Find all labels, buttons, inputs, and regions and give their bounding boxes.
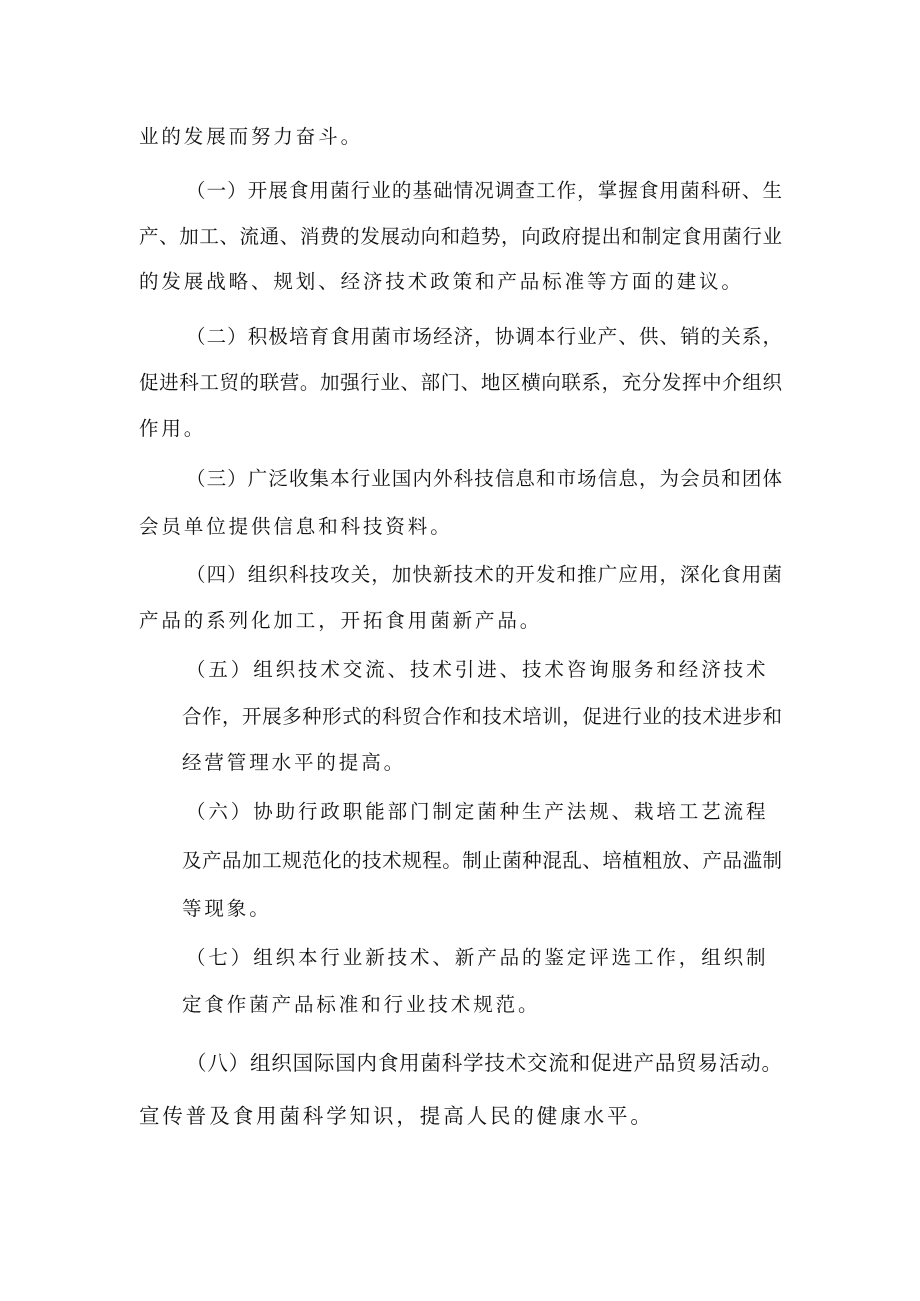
- item-8-line-2: 宣传普及食用菌科学知识，提高人民的健康水平。: [139, 1104, 654, 1128]
- item-1-line-3: 的发展战略、规划、经济技术政策和产品标准等方面的建议。: [139, 270, 744, 293]
- item-7-line-2: 定食作菌产品标准和行业技术规范。: [182, 993, 541, 1016]
- item-5-line-2: 合作，开展多种形式的科贸合作和技术培训，促进行业的技术进步和: [182, 705, 782, 728]
- item-3-line-2: 会员单位提供信息和科技资料。: [139, 515, 453, 538]
- item-2-line-2: 促进科工贸的联营。加强行业、部门、地区横向联系，充分发挥中介组织: [139, 371, 782, 394]
- item-5-line-3: 经营管理水平的提高。: [182, 751, 407, 774]
- item-1-line-1: （一）开展食用菌行业的基础情况调查工作，掌握食用菌科研、生: [186, 179, 782, 202]
- item-4-line-2: 产品的系列化加工，开拓食用菌新产品。: [139, 609, 543, 632]
- item-2-line-3: 作用。: [139, 417, 207, 440]
- item-7-line-1: （七）组织本行业新技术、新产品的鉴定评选工作，组织制: [186, 946, 769, 969]
- item-4-line-1: （四）组织科技攻关，加快新技术的开发和推广应用，深化食用菌: [186, 563, 782, 586]
- item-6-line-2: 及产品加工规范化的技术规程。制止菌种混乱、培植粗放、产品滥制: [182, 849, 782, 872]
- item-1-line-2: 产、加工、流通、消费的发展动向和趋势，向政府提出和制定食用菌行业: [139, 225, 782, 248]
- item-6-line-1: （六）协助行政职能部门制定菌种生产法规、栽培工艺流程: [186, 800, 769, 823]
- item-8-line-1: （八）组织国际国内食用菌科学技术交流和促进产品贸易活动。: [186, 1051, 782, 1075]
- item-3-line-1: （三）广泛收集本行业国内外科技信息和市场信息，为会员和团体: [186, 467, 782, 490]
- paragraph-line: 业的发展而努力奋斗。: [139, 125, 364, 148]
- item-5-line-1: （五）组织技术交流、技术引进、技术咨询服务和经济技术: [186, 658, 769, 681]
- item-2-line-1: （二）积极培育食用菌市场经济，协调本行业产、供、销的关系，: [186, 325, 782, 348]
- item-6-line-3: 等现象。: [182, 897, 272, 920]
